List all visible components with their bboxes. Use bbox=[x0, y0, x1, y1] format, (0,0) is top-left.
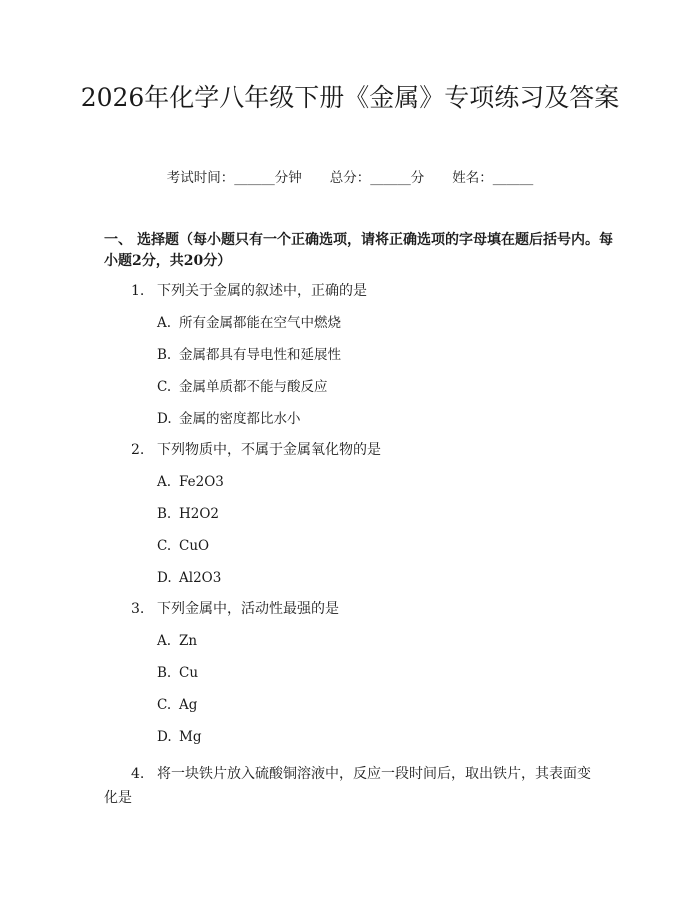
option-text: H2O2 bbox=[179, 506, 220, 522]
section-heading bbox=[104, 230, 624, 272]
question-4 bbox=[104, 762, 604, 810]
question-3-option-d bbox=[157, 727, 201, 747]
question-1-option-d bbox=[157, 409, 301, 429]
option-text: Al2O3 bbox=[179, 570, 222, 586]
question-text: 将一块铁片放入硫酸铜溶液中，反应一段时间后，取出铁片，其表面变化是 bbox=[104, 766, 591, 806]
document-title: 2026年化学八年级下册《金属》专项练习及答案 bbox=[80, 83, 620, 112]
section-number: 一、 bbox=[104, 232, 132, 248]
question-text: 下列物质中，不属于金属氧化物的是 bbox=[157, 442, 381, 458]
option-text: Zn bbox=[179, 633, 198, 649]
question-1-option-a bbox=[157, 313, 341, 333]
option-text: 金属的密度都比水小 bbox=[179, 411, 301, 427]
question-2-option-d bbox=[157, 568, 221, 588]
total-score-label: 总分：______分 bbox=[329, 170, 425, 186]
question-number: 3. bbox=[131, 601, 145, 617]
question-1 bbox=[131, 281, 621, 301]
question-2-option-a bbox=[157, 472, 224, 492]
question-3 bbox=[131, 599, 621, 619]
option-text: CuO bbox=[179, 538, 210, 554]
question-2-option-c bbox=[157, 536, 209, 556]
question-2-option-b bbox=[157, 504, 219, 524]
option-letter: C. bbox=[157, 379, 172, 395]
question-3-option-a bbox=[157, 631, 197, 651]
option-letter: A. bbox=[157, 315, 172, 331]
question-number: 1. bbox=[131, 283, 145, 299]
student-name-label: 姓名：______ bbox=[452, 170, 534, 186]
question-text: 下列关于金属的叙述中，正确的是 bbox=[157, 283, 367, 299]
option-letter: D. bbox=[157, 411, 172, 427]
question-3-option-b bbox=[157, 663, 198, 683]
option-text: 金属都具有导电性和延展性 bbox=[179, 347, 341, 363]
option-letter: B. bbox=[157, 347, 172, 363]
option-letter: C. bbox=[157, 538, 172, 554]
option-letter: A. bbox=[157, 633, 172, 649]
exam-time-label: 考试时间：______分钟 bbox=[166, 170, 302, 186]
option-text: Fe2O3 bbox=[179, 474, 224, 490]
option-text: Ag bbox=[179, 697, 198, 713]
exam-info-line bbox=[0, 169, 700, 187]
option-letter: B. bbox=[157, 665, 172, 681]
option-letter: C. bbox=[157, 697, 172, 713]
option-letter: B. bbox=[157, 506, 172, 522]
question-number: 2. bbox=[131, 442, 145, 458]
option-letter: D. bbox=[157, 729, 172, 745]
option-letter: D. bbox=[157, 570, 172, 586]
option-letter: A. bbox=[157, 474, 172, 490]
option-text: 金属单质都不能与酸反应 bbox=[179, 379, 328, 395]
option-text: Mg bbox=[179, 729, 202, 745]
question-1-option-b bbox=[157, 345, 341, 365]
question-3-option-c bbox=[157, 695, 197, 715]
option-text: Cu bbox=[179, 665, 199, 681]
question-text: 下列金属中，活动性最强的是 bbox=[157, 601, 339, 617]
question-1-option-c bbox=[157, 377, 328, 397]
option-text: 所有金属都能在空气中燃烧 bbox=[179, 315, 341, 331]
section-heading-text: 选择题（每小题只有一个正确选项，请将正确选项的字母填在题后括号内。每小题2分，共20分） bbox=[104, 232, 613, 269]
question-2 bbox=[131, 440, 621, 460]
question-number: 4. bbox=[131, 766, 145, 782]
